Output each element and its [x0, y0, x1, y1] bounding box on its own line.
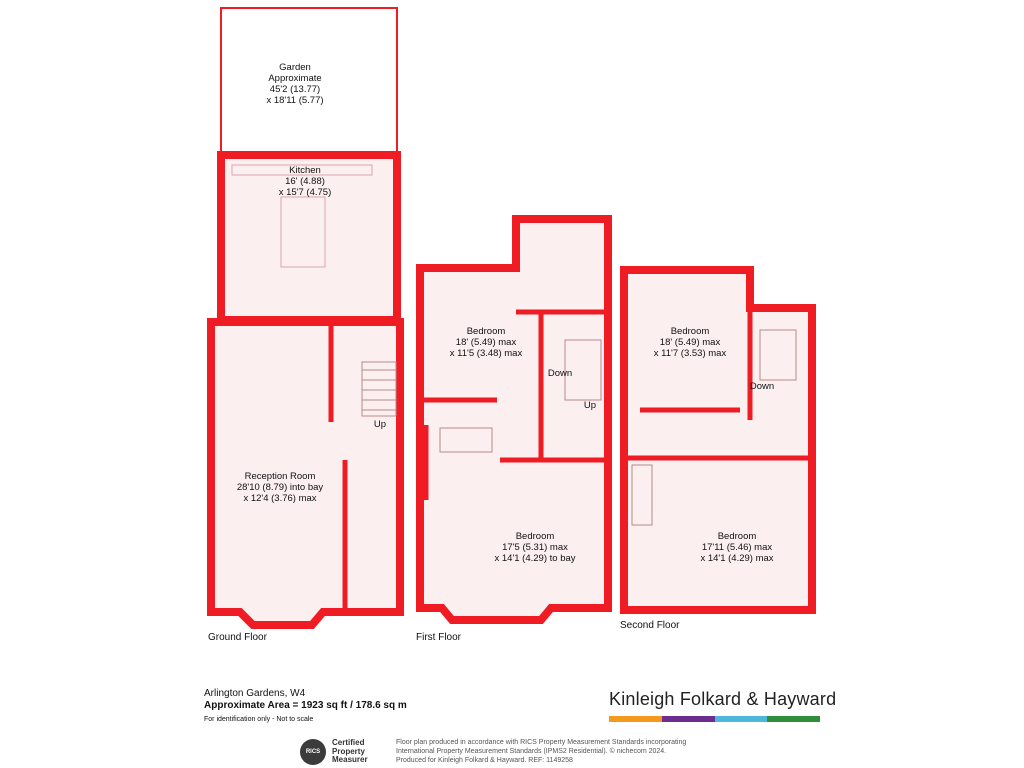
bed2-first-line1: 17'5 (5.31) max — [502, 542, 568, 553]
garden-line3: x 18'11 (5.77) — [266, 95, 324, 106]
stairs-label-second-down: Down — [749, 381, 775, 392]
floor-label-second: Second Floor — [620, 620, 680, 631]
disclaimer — [396, 738, 736, 765]
rics-badge-text — [332, 739, 368, 765]
garden-name: Garden — [279, 62, 311, 73]
kitchen-line1: 16' (4.88) — [285, 176, 325, 187]
bed1-first-line1: 18' (5.49) max — [455, 337, 517, 348]
bed2-second-name: Bedroom — [717, 531, 757, 542]
disclaimer-line2: International Property Measurement Standards (IPMS2 Residential). © nichecom 2024. — [396, 748, 667, 755]
reception-name: Reception Room — [244, 471, 316, 482]
brand-bar-blue — [715, 716, 768, 722]
garden-line2: 45'2 (13.77) — [269, 84, 321, 95]
kitchen-line2: x 15'7 (4.75) — [278, 187, 332, 198]
stairs-label-first-down: Down — [547, 368, 573, 379]
disclaimer-line1: Floor plan produced in accordance with RICS Property Measurement Standards incorporating — [396, 739, 687, 746]
badge-line2: Property — [332, 746, 365, 756]
floor-label-first: First Floor — [416, 632, 461, 643]
id-note: For identification only - Not to scale — [204, 716, 314, 723]
agent-name: Kinleigh Folkard & Hayward — [609, 689, 837, 709]
rics-badge — [300, 737, 390, 767]
bed2-second-line2: x 14'1 (4.29) max — [700, 553, 774, 564]
bed1-second-name: Bedroom — [670, 326, 710, 337]
room-label-reception — [220, 471, 340, 504]
brand-bar-orange — [609, 716, 662, 722]
kitchen-name: Kitchen — [289, 165, 321, 176]
room-label-bedroom-second-1 — [640, 326, 740, 359]
reception-line2: x 12'4 (3.76) max — [243, 493, 317, 504]
room-label-bedroom-first-1 — [436, 326, 536, 359]
area-text: Approximate Area = 1923 sq ft / 178.6 sq m — [204, 700, 407, 711]
room-label-bedroom-second-2 — [682, 531, 792, 564]
bed1-first-line2: x 11'5 (3.48) max — [449, 348, 523, 359]
floor-label-ground: Ground Floor — [208, 632, 267, 643]
address: Arlington Gardens, W4 — [204, 688, 306, 699]
room-label-garden — [250, 62, 340, 106]
brand-bar-purple — [662, 716, 715, 722]
stairs-label-first-up: Up — [583, 400, 597, 411]
bed1-first-name: Bedroom — [466, 326, 506, 337]
brand-color-bar — [609, 716, 820, 722]
disclaimer-line3: Produced for Kinleigh Folkard & Hayward. REF: 1149258 — [396, 757, 573, 764]
garden-line1: Approximate — [268, 73, 322, 84]
room-label-bedroom-first-2 — [480, 531, 590, 564]
bed1-second-line1: 18' (5.49) max — [659, 337, 721, 348]
room-label-kitchen — [255, 165, 355, 198]
bed2-second-line1: 17'11 (5.46) max — [701, 542, 773, 553]
bed2-first-line2: x 14'1 (4.29) to bay — [494, 553, 576, 564]
badge-line1: Certified — [332, 738, 365, 748]
bed1-second-line2: x 11'7 (3.53) max — [653, 348, 727, 359]
badge-line3: Measurer — [332, 755, 368, 765]
stairs-label-ground-up: Up — [373, 419, 387, 430]
rics-logo: RICS — [300, 739, 326, 765]
brand-bar-green — [767, 716, 820, 722]
bed2-first-name: Bedroom — [515, 531, 555, 542]
reception-line1: 28'10 (8.79) into bay — [236, 482, 324, 493]
